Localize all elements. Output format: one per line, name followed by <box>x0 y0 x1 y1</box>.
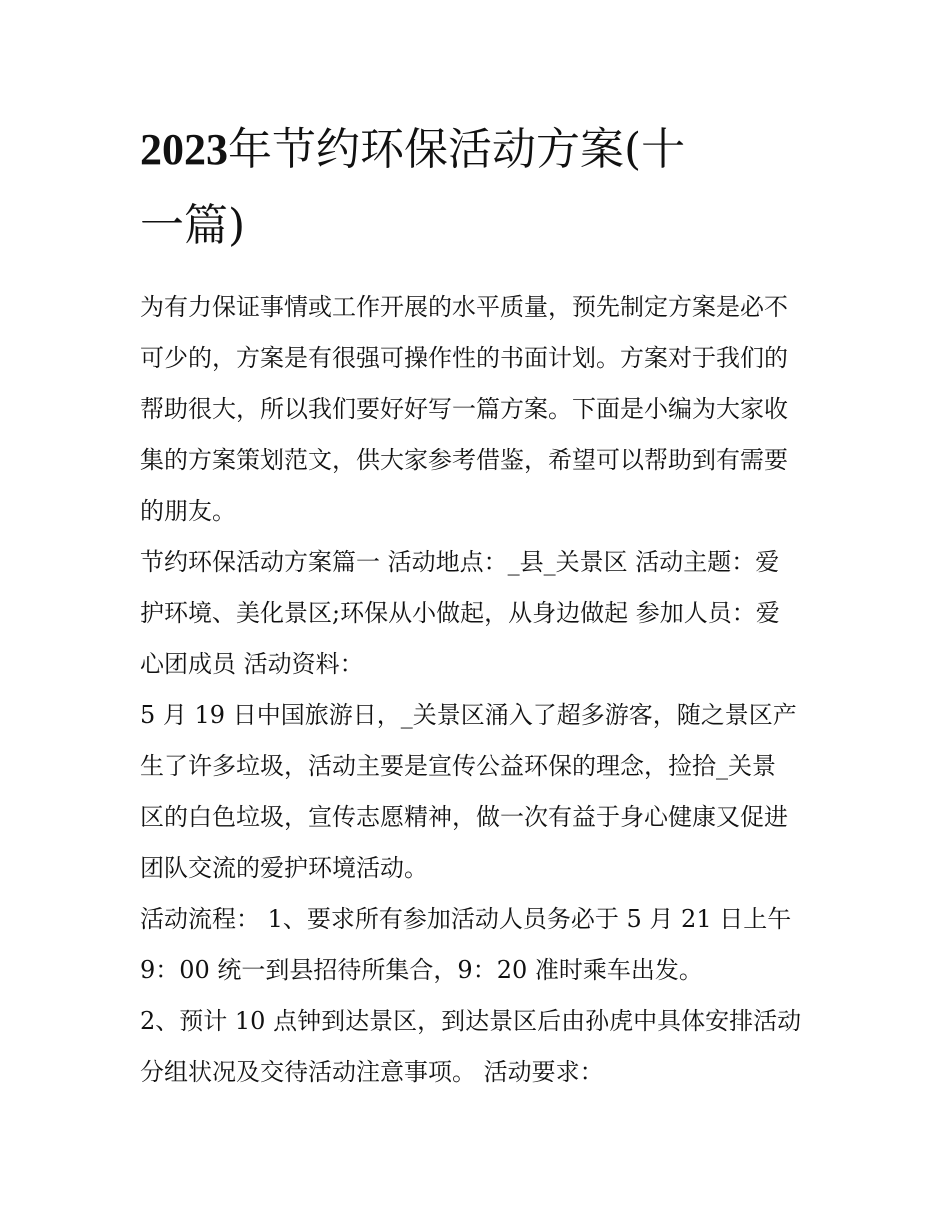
text-line: 节约环保活动方案篇一 活动地点：_县_关景区 活动主题：爱 <box>140 548 780 576</box>
activity-content-paragraph <box>140 690 820 894</box>
text-line: 团队交流的爱护环境活动。 <box>140 854 428 882</box>
title-line-2: 一篇) <box>140 200 246 251</box>
activity-arrival-paragraph <box>140 996 820 1098</box>
text-line: 2、预计 10 点钟到达景区，到达景区后由孙虎中具体安排活动 <box>140 1007 802 1035</box>
text-line: 5 月 19 日中国旅游日，_关景区涌入了超多游客，随之景区产 <box>140 701 797 729</box>
text-line: 活动流程： 1、要求所有参加活动人员务必于 5 月 21 日上午 <box>140 905 792 933</box>
text-line: 生了许多垃圾，活动主要是宣传公益环保的理念，捡拾_关景 <box>140 752 776 780</box>
title-year: 2023 <box>140 125 228 174</box>
text-line: 帮助很大，所以我们要好好写一篇方案。下面是小编为大家收 <box>140 395 788 423</box>
text-line: 心团成员 活动资料： <box>140 650 364 678</box>
title-line-1 <box>140 112 820 188</box>
text-line: 可少的，方案是有很强可操作性的书面计划。方案对于我们的 <box>140 344 788 372</box>
activity-process-paragraph <box>140 894 820 996</box>
text-line: 的朋友。 <box>140 497 236 525</box>
intro-paragraph <box>140 282 820 537</box>
text-line: 护环境、美化景区;环保从小做起，从身边做起 参加人员：爱 <box>140 599 780 627</box>
document-body <box>140 112 820 1098</box>
text-line: 集的方案策划范文，供大家参考借鉴，希望可以帮助到有需要 <box>140 446 788 474</box>
text-line: 9：00 统一到县招待所集合，9：20 准时乘车出发。 <box>140 956 703 984</box>
text-line: 为有力保证事情或工作开展的水平质量，预先制定方案是必不 <box>140 293 788 321</box>
text-line: 区的白色垃圾，宣传志愿精神，做一次有益于身心健康又促进 <box>140 803 788 831</box>
title-line-1-text: 年节约环保活动方案(十 <box>228 124 686 175</box>
text-line: 分组状况及交待活动注意事项。 活动要求： <box>140 1058 604 1086</box>
plan-one-header-paragraph <box>140 537 820 690</box>
document-title <box>140 112 820 264</box>
